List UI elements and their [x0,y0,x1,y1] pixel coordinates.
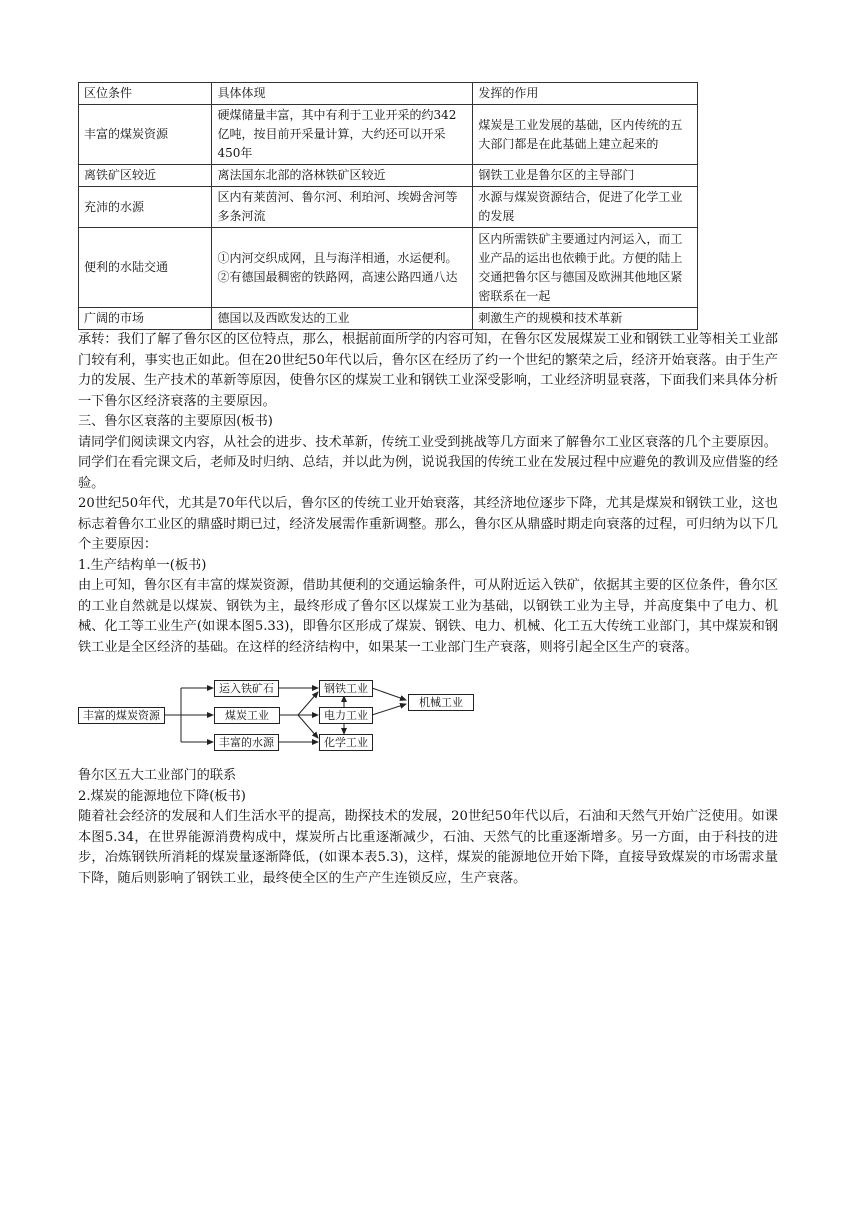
paragraph: 由上可知，鲁尔区有丰富的煤炭资源，借助其便利的交通运输条件，可从附近运入铁矿，依据其主要的区位条件，鲁尔区的工业自然就是以煤炭、钢铁为主，最终形成了鲁尔区以煤炭工业为基础，以钢铁工业为主导，并高度集中了电力、机械、化工等工业生产(如课本图5.33)，即鲁尔区形成了煤炭、钢铁、电力、机械、化工五大传统工业部门，其中煤炭和钢铁工业是全区经济的基础。在这样的经济结构中，如果某一工业部门生产衰落，则将引起全区生产的衰落。 [78,578,778,655]
table-row [79,308,698,330]
node-power: 电力工业 [319,707,373,724]
paragraph: 请同学们阅读课文内容，从社会的进步、技术革新，传统工业受到挑战等几方面来了解鲁尔工业区衰落的几个主要原因。 [78,434,777,450]
node-machinery: 机械工业 [408,694,474,711]
industry-relation-diagram [78,672,778,758]
table-header-cell: 具体体现 [212,83,473,105]
table-cell: ①内河交织成网，且与海洋相通，水运便利。②有德国最稠密的铁路网，高速公路四通八达 [212,228,473,308]
paragraph: 随着社会经济的发展和人们生活水平的提高，勘探技术的发展，20世纪50年代以后，石油和天然气开始广泛使用。如课本图5.34，在世界能源消费构成中，煤炭所占比重逐渐减少，石油、天然气的比重逐渐增多。另一方面，由于科技的进步，冶炼钢铁所消耗的煤炭量逐渐降低，(如课本表5.3)，这样，煤炭的能源地位开始下降，直接导致煤炭的市场需求量下降，随后则影响了钢铁工业，最终使全区的生产产生连锁反应，生产衰落。 [78,809,778,886]
subsection-heading: 2.煤炭的能源地位下降(板书) [78,788,246,804]
table-cell: 便利的水陆交通 [79,228,212,308]
table-cell: 充沛的水源 [79,187,212,228]
table-cell: 广阔的市场 [79,308,212,330]
document-page [78,82,778,889]
node-iron-ore: 运入铁矿石 [214,680,279,697]
arrow-steel-to-machine [372,688,406,700]
table-header-cell: 发挥的作用 [473,83,698,105]
diagram-arrows [78,672,778,758]
table-cell: 德国以及西欧发达的工业 [212,308,473,330]
node-steel: 钢铁工业 [319,680,373,697]
node-chemical: 化学工业 [319,734,373,751]
table-cell: 刺激生产的规模和技术革新 [473,308,698,330]
table-row [79,228,698,308]
table-row [79,105,698,165]
paragraph: 同学们在看完课文后，老师及时归纳、总结，并以此为例，说说我国的传统工业在发展过程中应避免的教训及应借鉴的经验。 [78,455,778,491]
table-header-cell: 区位条件 [79,83,212,105]
arrow-coal-to-chem [298,715,318,738]
figure-caption: 鲁尔区五大工业部门的联系 [78,768,237,783]
table-cell: 硬煤储量丰富，其中有利于工业开采的约342亿吨，按目前开采量计算，大约还可以开采450年 [212,105,473,165]
table-cell: 煤炭是工业发展的基础，区内传统的五大部门都是在此基础上建立起来的 [473,105,698,165]
location-conditions-table [78,82,698,330]
table-cell: 丰富的煤炭资源 [79,105,212,165]
paragraph: 20世纪50年代，尤其是70年代以后，鲁尔区的传统工业开始衰落，其经济地位逐步下降，尤其是煤炭和钢铁工业，这也标志着鲁尔工业区的鼎盛时期已过，经济发展需作重新调整。那么，鲁尔区从鼎盛时期走向衰落的过程，可归纳为以下几个主要原因： [78,496,778,552]
node-water: 丰富的水源 [214,734,279,751]
table-cell: 水源与煤炭资源结合，促进了化学工业的发展 [473,187,698,228]
arrow-coal-to-steel [298,692,318,715]
subsection-heading: 1.生产结构单一(板书) [78,557,207,573]
table-cell: 离法国东北部的洛林铁矿区较近 [212,165,473,187]
node-coal-resource: 丰富的煤炭资源 [78,707,165,724]
body-text [78,330,778,889]
table-cell: 离铁矿区较近 [79,165,212,187]
section-heading: 三、鲁尔区衰落的主要原因(板书) [78,414,273,429]
transition-paragraph: 承转：我们了解了鲁尔区的区位特点，那么，根据前面所学的内容可知，在鲁尔区发展煤炭工业和钢铁工业等相关工业部门较有利，事实也正如此。但在20世纪50年代以后，鲁尔区在经历了约一个世纪的繁荣之后，经济开始衰落。由于生产力的发展、生产技术的革新等原因，使鲁尔区的煤炭工业和钢铁工业深受影响，工业经济明显衰落，下面我们来具体分析一下鲁尔区经济衰落的主要原因。 [78,332,778,409]
table-header-row [79,83,698,105]
node-coal-industry: 煤炭工业 [214,707,280,724]
table-cell: 区内有莱茵河、鲁尔河、利珀河、埃姆舍河等多条河流 [212,187,473,228]
table-row [79,187,698,228]
arrow-power-to-machine [372,704,406,715]
table-cell: 区内所需铁矿主要通过内河运入，而工业产品的运出也依赖于此。方便的陆上交通把鲁尔区与德国及欧洲其他地区紧密联系在一起 [473,228,698,308]
table-cell: 钢铁工业是鲁尔区的主导部门 [473,165,698,187]
table-row [79,165,698,187]
